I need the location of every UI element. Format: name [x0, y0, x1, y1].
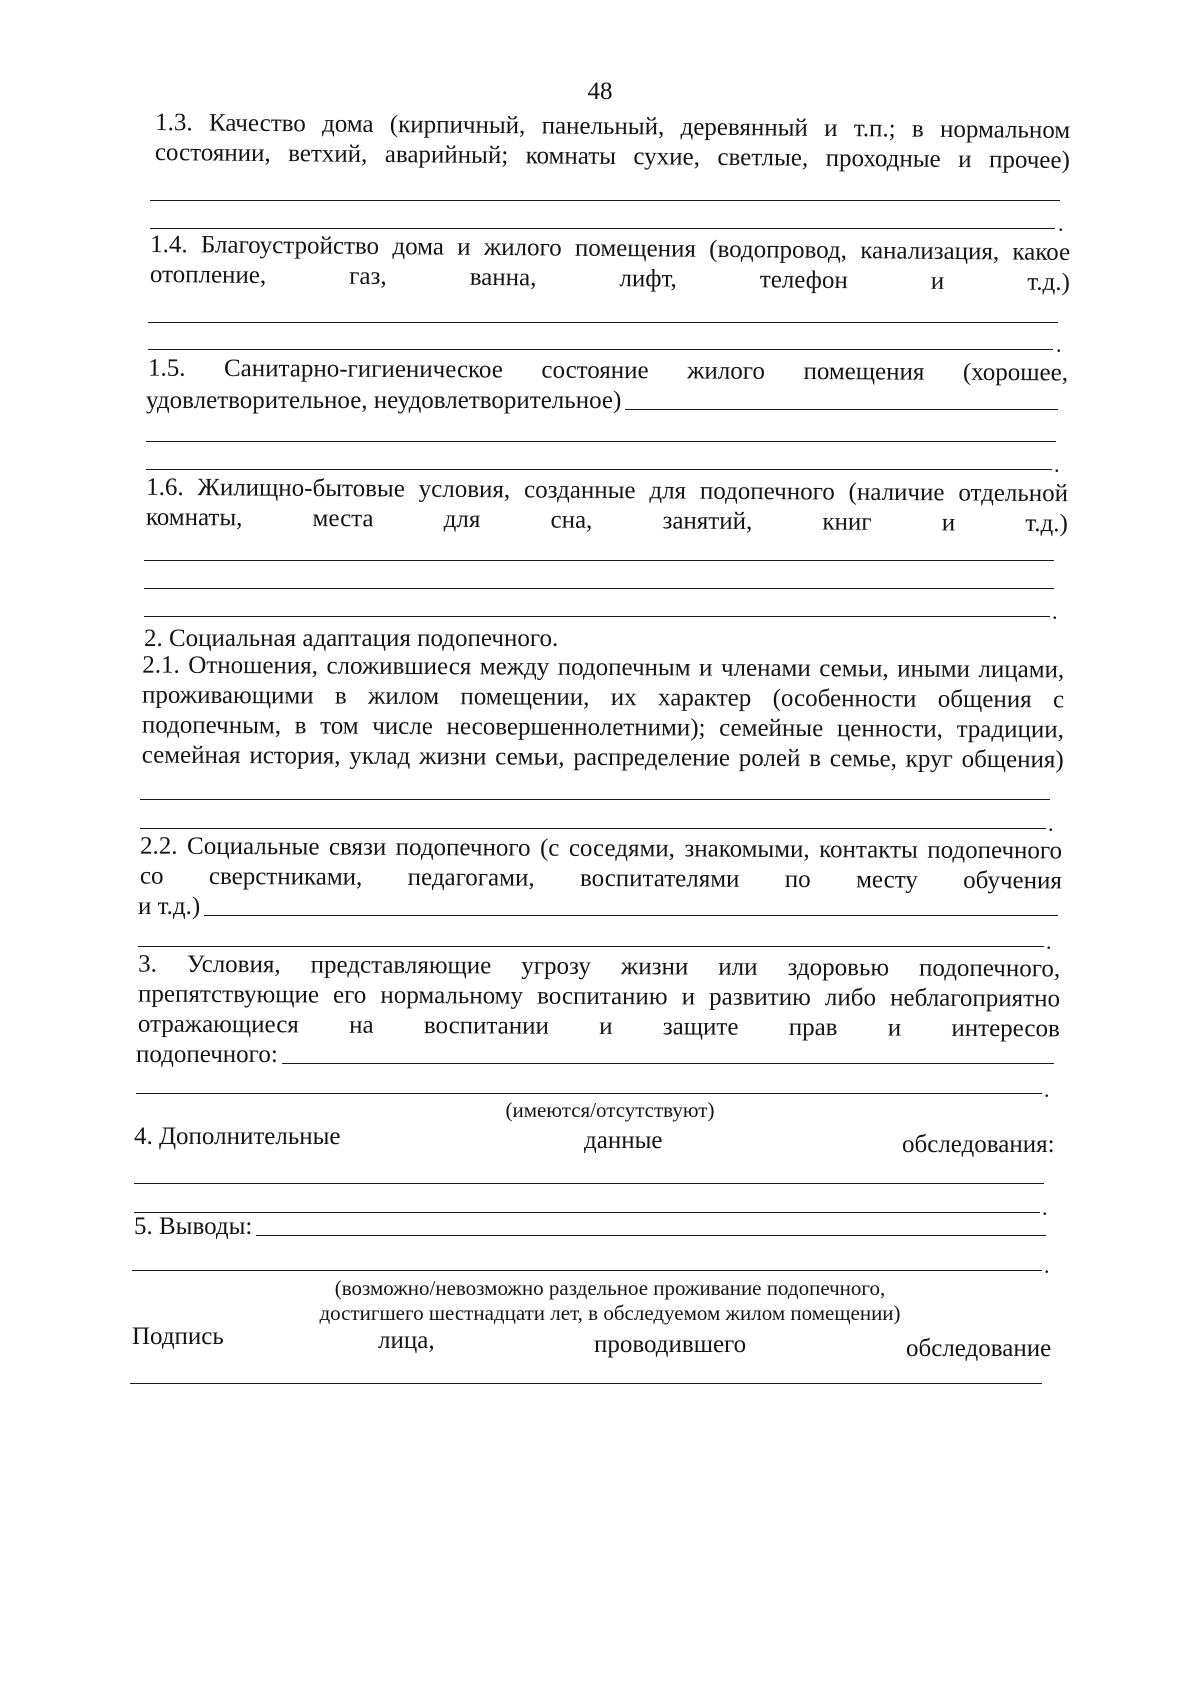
fill-line-1-4-b[interactable] — [148, 349, 1053, 350]
section-2-1-text: 2.1. Отношения, сложившиеся между подопечным и членами семьи, иными лицами, проживающими в жилом помещении, их характер (особенности общения с подопечным, в том числе несовершеннолетними); семейные ценности, традиции, семейная история, уклад жизни семьи, распределение ролей в семье, круг общения) — [141, 651, 1065, 774]
section-5-row — [134, 1212, 1046, 1242]
fill-inline-1-5[interactable] — [625, 409, 1058, 410]
signature-line[interactable] — [130, 1383, 1042, 1384]
section-5-note-1: (возможно/невозможно раздельное проживание подопечного, — [334, 1276, 886, 1300]
section-4-word-1: 4. Дополнительные — [134, 1123, 341, 1150]
fill-line-1-3-b[interactable] — [150, 228, 1055, 229]
section-3-text: 3. Условия, представляющие угрозу жизни или здоровью подопечного, препятствующие его нормальному воспитанию и развитию либо неблагоприятно отражающиеся на воспитании и защите прав и интересов — [137, 950, 1061, 1043]
section-1-5-line1: 1.5. Санитарно-гигиеническое состояние жилого помещения (хорошее, — [147, 354, 1069, 387]
fill-line-3-a[interactable] — [136, 1093, 1042, 1094]
signature-word-2: лица, — [378, 1327, 435, 1354]
fill-inline-3[interactable] — [282, 1063, 1054, 1064]
fill-inline-2-2[interactable] — [204, 915, 1058, 916]
period-mark: . — [1044, 1253, 1050, 1278]
section-1-5-line2-row — [146, 386, 1058, 416]
fill-line-1-6-a[interactable] — [144, 560, 1054, 561]
section-2-heading: 2. Социальная адаптация подопечного. — [144, 625, 559, 652]
section-2-2-last: и т.д.) — [138, 893, 201, 920]
section-3-last-row — [136, 1040, 1054, 1070]
section-2-2-last-row — [138, 892, 1058, 922]
section-1-4-text: 1.4. Благоустройство дома и жилого помещения (водопровод, канализация, какое отопление, газ, ванна, лифт, телефон и т.д.) — [149, 230, 1071, 297]
section-4-word-2: данные — [584, 1127, 663, 1154]
fill-line-2-1-b[interactable] — [140, 828, 1046, 829]
section-2-2-text: 2.2. Социальные связи подопечного (с соседями, знакомыми, контакты подопечного со сверстниками, педагогами, воспитателями по месту обучения — [139, 832, 1063, 895]
signature-word-3: проводившего — [594, 1331, 747, 1358]
fill-line-1-6-b[interactable] — [144, 588, 1054, 589]
section-5-note-2: достигшего шестнадцати лет, в обследуемом жилом помещении) — [319, 1301, 901, 1325]
fill-inline-5[interactable] — [256, 1235, 1046, 1236]
fill-line-5-a[interactable] — [132, 1270, 1042, 1271]
period-mark: . — [1054, 452, 1060, 477]
section-1-5-line2: удовлетворительное, неудовлетворительное) — [146, 387, 622, 414]
fill-line-4-a[interactable] — [134, 1183, 1044, 1184]
fill-line-1-6-c[interactable] — [144, 616, 1050, 617]
period-mark: . — [1048, 811, 1054, 836]
fill-line-2-1-a[interactable] — [140, 799, 1050, 800]
period-mark: . — [1046, 929, 1052, 954]
section-3-last: подопечного: — [136, 1041, 278, 1068]
period-mark: . — [1058, 211, 1064, 236]
period-mark: . — [1044, 1077, 1050, 1102]
signature-word-1: Подпись — [132, 1323, 224, 1350]
fill-line-2-2-a[interactable] — [138, 946, 1044, 947]
signature-word-4: обследование — [906, 1335, 1052, 1362]
section-1-6-text: 1.6. Жилищно-бытовые условия, созданные для подопечного (наличие отдельной комнаты, места для сна, занятий, книг и т.д.) — [145, 473, 1069, 538]
page-number: 48 — [587, 78, 613, 105]
fill-line-1-5-b[interactable] — [146, 469, 1052, 470]
section-1-3-text: 1.3. Качество дома (кирпичный, панельный, деревянный и т.п.; в нормальном состоянии, ветхий, аварийный; комнаты сухие, светлые, проходные и прочее) — [154, 109, 1071, 174]
section-4-word-3: обследования: — [902, 1131, 1055, 1158]
period-mark: . — [1056, 332, 1062, 357]
fill-line-1-4-a[interactable] — [148, 322, 1058, 323]
fill-line-1-3-a[interactable] — [150, 200, 1060, 201]
period-mark: . — [1042, 1195, 1048, 1220]
section-3-note: (имеются/отсутствуют) — [505, 1098, 715, 1122]
fill-line-1-5-a[interactable] — [146, 441, 1056, 442]
period-mark: . — [1052, 599, 1058, 624]
section-5-label: 5. Выводы: — [134, 1213, 253, 1240]
